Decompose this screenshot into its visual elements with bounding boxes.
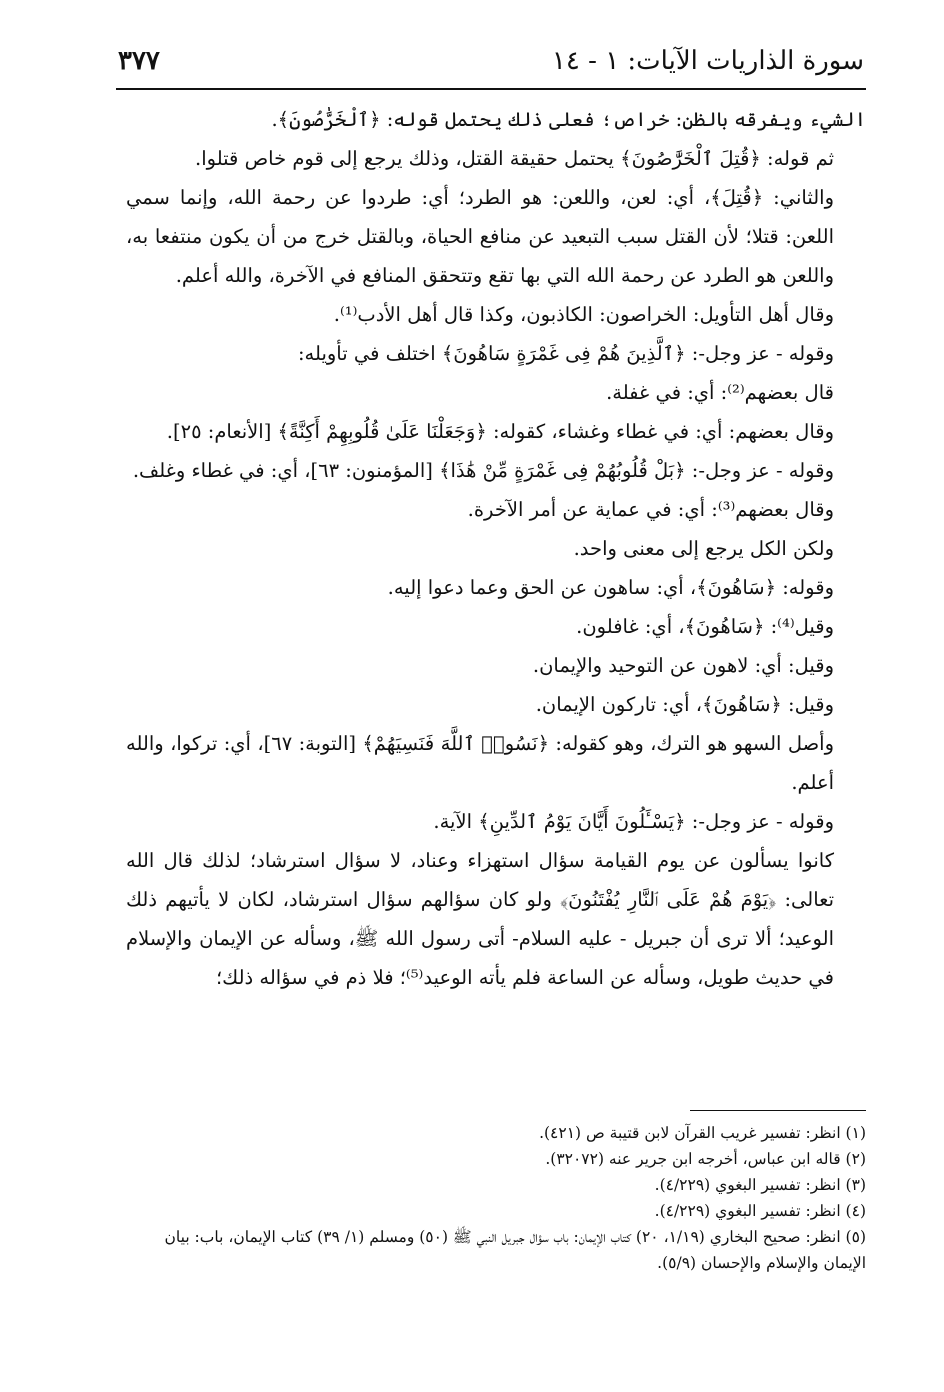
text-line: وقيل: أي: لاهون عن التوحيد والإيمان. bbox=[532, 654, 834, 677]
footnote-rule bbox=[690, 1110, 866, 1111]
text-paragraph: والثاني: ﴿قُتِلَ﴾، أي: لعن، واللعن: هو الطرد؛ أي: طردوا عن رحمة الله، وإنما سمي اللعن: قتلا؛ لأن القتل سبب التبعيد عن منافع الحياة، وبالقتل خرج من أن يكون منتفعا به، واللعن هو الطرد عن رحمة الله التي بها تقع وتتحقق المنافع في الآخرة، والله أعلم. bbox=[126, 186, 834, 287]
footnote: (٣) انظر: تفسير البغوي (٤/٢٢٩). bbox=[654, 1176, 866, 1194]
text-line: وقيل⁽⁴⁾: ﴿سَاهُونَ﴾، أي: غافلون. bbox=[576, 615, 834, 638]
text-line: وقوله - عز وجل-: ﴿ٱلَّذِينَ هُمْ فِى غَمْرَةٍ سَاهُونَ﴾ اختلف في تأويله: bbox=[297, 342, 834, 365]
text-line: ولكن الكل يرجع إلى معنى واحد. bbox=[573, 537, 834, 560]
footnote: (١) انظر: تفسير غريب القرآن لابن قتيبة ص (٤٢١). bbox=[539, 1124, 866, 1142]
surah-title: سورة الذاريات الآيات: ١ - ١٤ bbox=[551, 46, 864, 76]
running-header bbox=[118, 46, 864, 86]
text-line: وقوله: ﴿سَاهُونَ﴾، أي: ساهون عن الحق وعما دعوا إليه. bbox=[387, 576, 834, 599]
footnote: (٢) قاله ابن عباس، أخرجه ابن جرير عنه (٣٢٠٧٢). bbox=[545, 1150, 866, 1168]
text-line: وقال أهل التأويل: الخراصون: الكاذبون، وكذا قال أهل الأدب⁽¹⁾. bbox=[333, 303, 834, 326]
text-line: وقال بعضهم: أي: في غطاء وغشاء، كقوله: ﴿وَجَعَلْنَا عَلَىٰ قُلُوبِهِمْ أَكِنَّةً﴾ [الأنعام: ٢٥]. bbox=[166, 420, 834, 443]
main-text bbox=[126, 100, 866, 997]
footnote: (٤) انظر: تفسير البغوي (٤/٢٢٩). bbox=[654, 1202, 866, 1220]
page-number: ٣٧٧ bbox=[118, 46, 160, 76]
text-line: ثم قوله: ﴿قُتِلَ ٱلْخَرَّٰصُونَ﴾ يحتمل حقيقة القتل، وذلك يرجع إلى قوم خاص قتلوا. bbox=[195, 147, 834, 170]
footnotes bbox=[126, 1120, 866, 1276]
text-line: وقيل: ﴿سَاهُونَ﴾، أي: تاركون الإيمان. bbox=[535, 693, 834, 716]
text-paragraph: وأصل السهو هو الترك، وهو كقوله: ﴿نَسُوا۟ ٱللَّهَ فَنَسِيَهُمْ﴾ [التوبة: ٦٧]، أي: تركوا، والله أعلم. bbox=[126, 732, 834, 794]
footnote: (٥) انظر: صحيح البخاري (١/١٩، ٢٠) كتاب الإيمان: باب سؤال جبريل النبي ﷺ (٥٠) ومسلم (١/ ٣٩) كتاب الإيمان، باب: بيان الإيمان والإسلام والإحسان (٥/٩). bbox=[164, 1228, 866, 1272]
header-rule bbox=[116, 88, 866, 90]
text-paragraph: كانوا يسألون عن يوم القيامة سؤال استهزاء وعناد، لا سؤال استرشاد؛ لذلك قال الله تعالى: ﴿يَوْمَ هُمْ عَلَى ٱلنَّارِ يُفْتَنُونَ﴾ ولو كان سؤالهم سؤال استرشاد، لكان لا يأتيهم ذلك الوعيد؛ ألا ترى أن جبريل - عليه السلام- أتى رسول الله ﷺ، وسأله عن الإيمان والإسلام في حديث طويل، وسأله عن الساعة فلم يأته الوعيد⁽⁵⁾؛ فلا ذم في سؤاله ذلك؛ bbox=[126, 849, 834, 989]
text-paragraph: وقوله - عز وجل-: ﴿بَلْ قُلُوبُهُمْ فِى غَمْرَةٍ مِّنْ هَٰذَا﴾ [المؤمنون: ٦٣]، أي: في غطاء وغلف. bbox=[132, 459, 834, 482]
text-line: وقال بعضهم⁽³⁾: أي: في عماية عن أمر الآخرة. bbox=[467, 498, 834, 521]
text-line: وقوله - عز وجل-: ﴿يَسْـَٔلُونَ أَيَّانَ يَوْمُ ٱلدِّينِ﴾ الآية. bbox=[433, 810, 834, 833]
text-line: قال بعضهم⁽²⁾: أي: في غفلة. bbox=[606, 381, 834, 404]
text-line: الشيء ويفرقه بالظن: خراص؛ فعلى ذلك يحتمل قوله: ﴿ٱلْخَرَّٰصُونَ﴾. bbox=[271, 108, 866, 131]
